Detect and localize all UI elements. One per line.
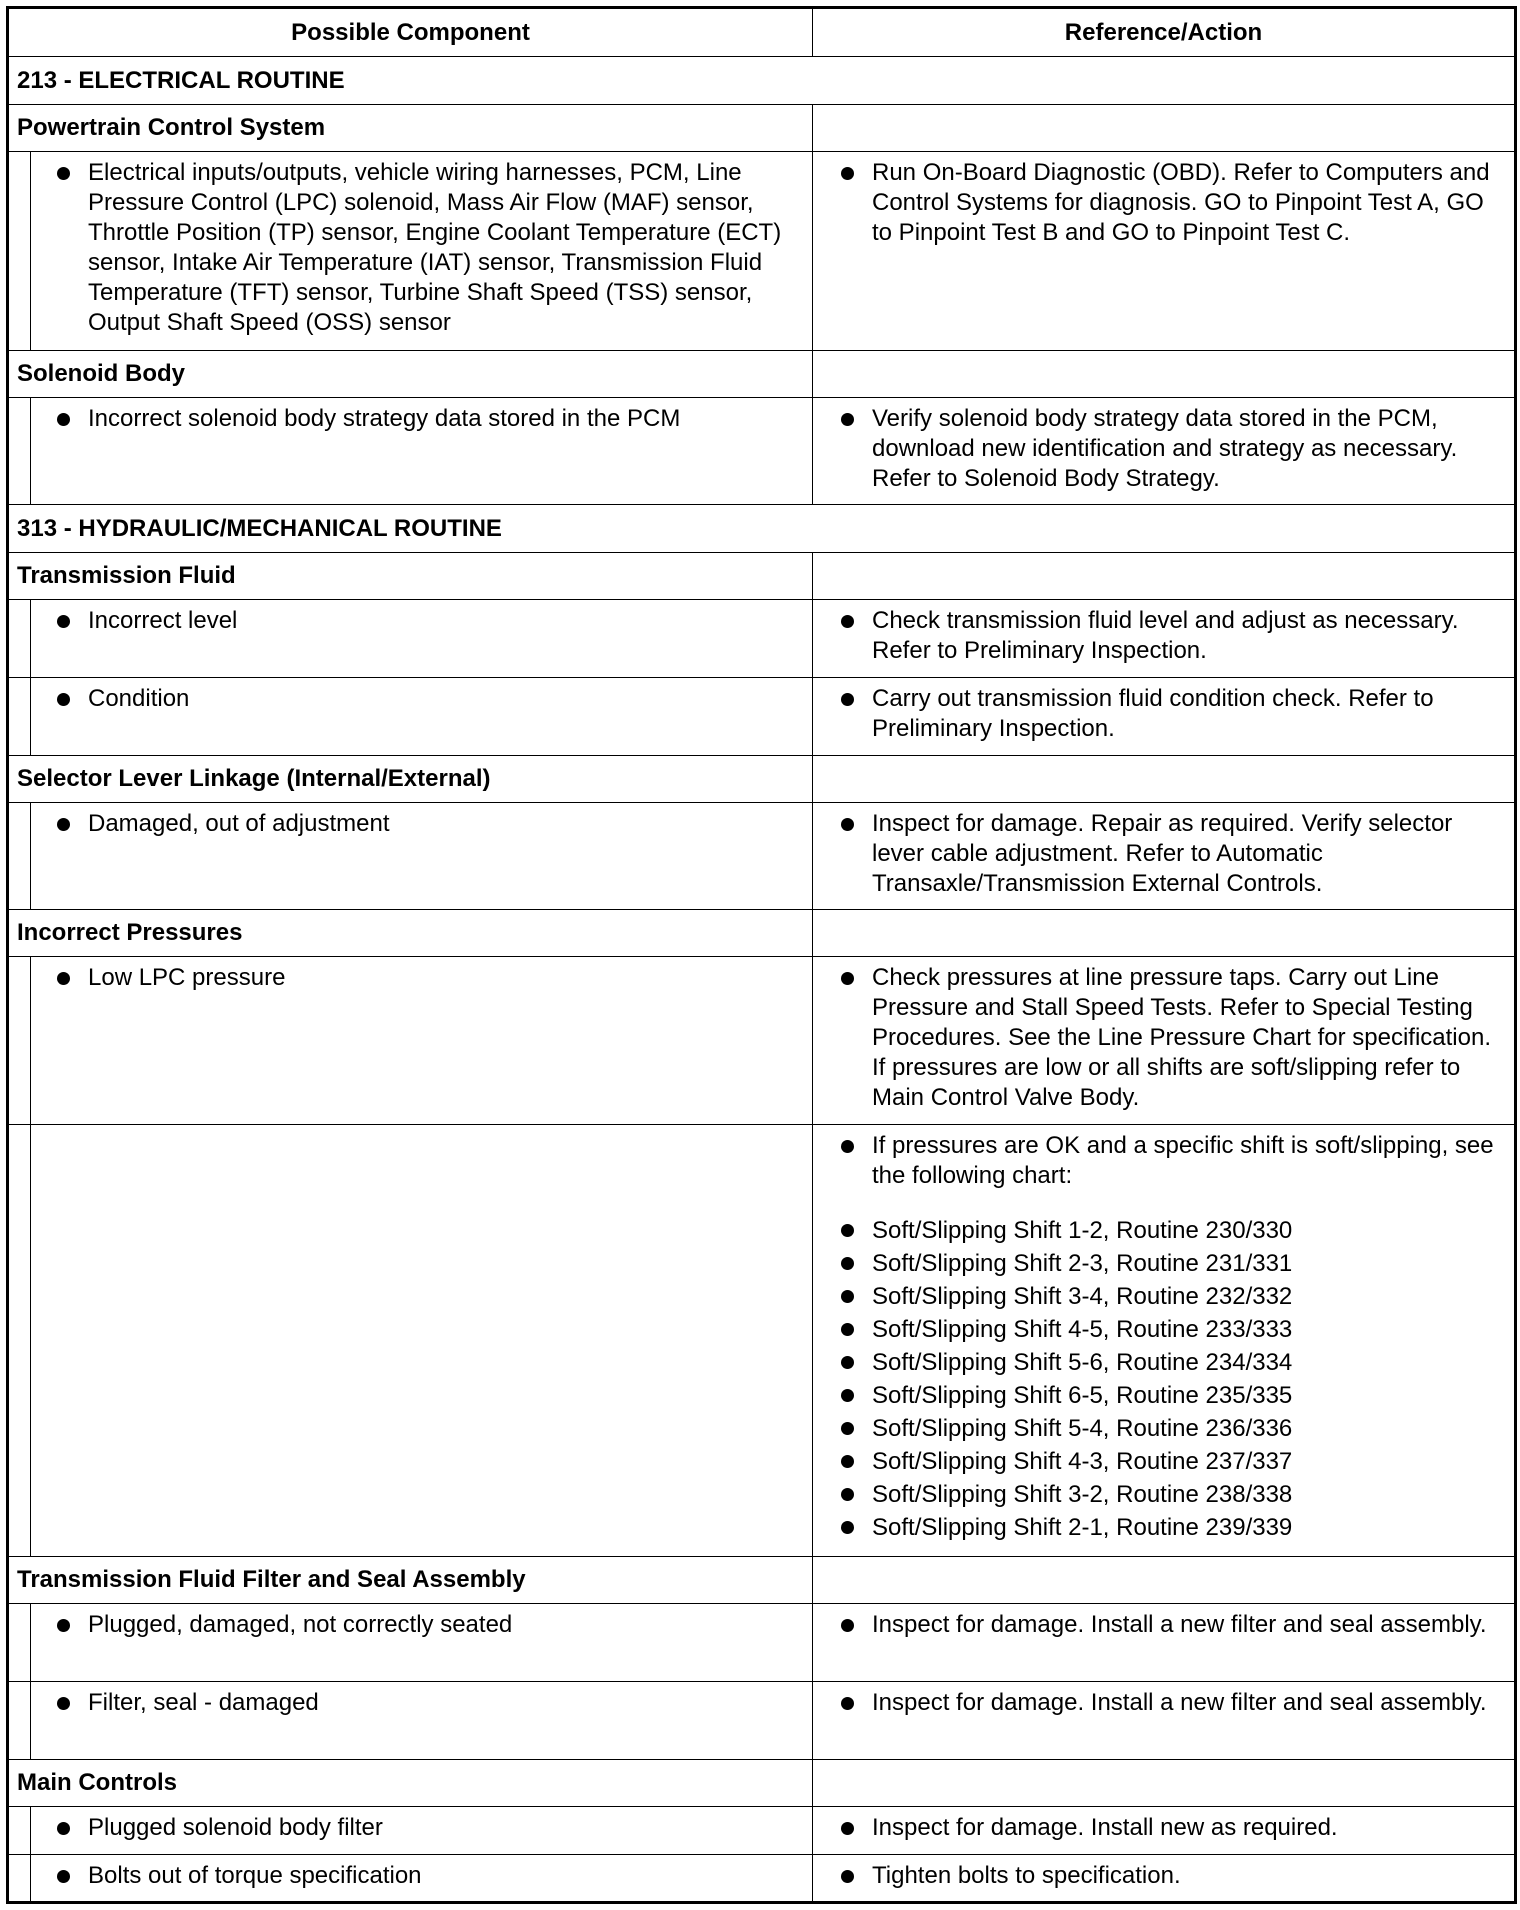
table-row: [8, 398, 1516, 505]
category-empty-cell: [813, 910, 1516, 957]
table-row: [8, 803, 1516, 910]
category-row: [8, 1557, 1516, 1604]
routine-row-213: [8, 57, 1516, 105]
bullet-icon: [841, 1389, 854, 1402]
bullet-icon: [841, 413, 854, 426]
list-item: [53, 684, 804, 714]
list-item: [837, 606, 1508, 666]
list-item: [837, 1214, 1508, 1247]
shift-text: Soft/Slipping Shift 4-3, Routine 237/337: [872, 1448, 1293, 1475]
component-text: Low LPC pressure: [88, 964, 286, 991]
diagnostic-table-page: [6, 6, 1514, 1904]
shift-text: Soft/Slipping Shift 2-3, Routine 231/331: [872, 1250, 1293, 1277]
table-row: [8, 1125, 1516, 1557]
bullet-icon: [841, 972, 854, 985]
list-item: [837, 1511, 1508, 1544]
action-text: Run On-Board Diagnostic (OBD). Refer to Computers and Control Systems for diagnosis. GO to Pinpoint Test A, GO to Pinpoint Test B and GO to Pinpoint Test C.: [872, 159, 1490, 246]
table-row: [8, 1855, 1516, 1903]
shift-text: Soft/Slipping Shift 5-4, Routine 236/336: [872, 1415, 1293, 1442]
category-empty-cell: [813, 105, 1516, 152]
component-text: Plugged solenoid body filter: [88, 1814, 383, 1841]
table-row: [8, 600, 1516, 678]
list-item: [837, 684, 1508, 744]
list-item: [837, 1412, 1508, 1445]
list-item: [837, 158, 1508, 248]
category-empty-cell: [813, 756, 1516, 803]
routine-title: 313 - HYDRAULIC/MECHANICAL ROUTINE: [8, 505, 1516, 553]
list-item: [53, 1813, 804, 1843]
list-item: [53, 1688, 804, 1718]
bullet-icon: [841, 1455, 854, 1468]
list-item: [837, 1478, 1508, 1511]
list-item: [837, 809, 1508, 899]
action-text: Inspect for damage. Repair as required. Verify selector lever cable adjustment. Refer to Automatic Transaxle/Transmission External Controls.: [872, 810, 1453, 897]
component-cell: [8, 1604, 813, 1682]
action-cell: [813, 1125, 1516, 1557]
list-item: [53, 809, 804, 839]
bullet-icon: [841, 1697, 854, 1710]
category-row: [8, 910, 1516, 957]
column-header-action: Reference/Action: [813, 8, 1516, 57]
bullet-icon: [57, 693, 70, 706]
category-empty-cell: [813, 351, 1516, 398]
category-row: [8, 1760, 1516, 1807]
component-text: Bolts out of torque specification: [88, 1862, 422, 1889]
category-row: [8, 105, 1516, 152]
bullet-icon: [841, 1224, 854, 1237]
shift-text: Soft/Slipping Shift 4-5, Routine 233/333: [872, 1316, 1293, 1343]
table-row: [8, 152, 1516, 351]
action-cell: [813, 1682, 1516, 1760]
action-text: If pressures are OK and a specific shift is soft/slipping, see the following chart:: [872, 1132, 1494, 1189]
bullet-icon: [57, 818, 70, 831]
category-title: Transmission Fluid: [8, 553, 813, 600]
component-cell: [8, 1855, 813, 1903]
table-row: [8, 1807, 1516, 1855]
component-cell: [8, 1125, 813, 1557]
list-item: [837, 1610, 1508, 1640]
category-title: Transmission Fluid Filter and Seal Assembly: [8, 1557, 813, 1604]
shift-text: Soft/Slipping Shift 1-2, Routine 230/330: [872, 1217, 1293, 1244]
component-cell: [8, 1807, 813, 1855]
bullet-icon: [57, 167, 70, 180]
bullet-icon: [841, 818, 854, 831]
bullet-icon: [841, 1521, 854, 1534]
component-cell: [8, 152, 813, 351]
action-text: Tighten bolts to specification.: [872, 1862, 1181, 1889]
component-cell: [8, 957, 813, 1125]
action-cell: [813, 957, 1516, 1125]
bullet-icon: [841, 1257, 854, 1270]
component-cell: [8, 600, 813, 678]
list-item: [837, 1280, 1508, 1313]
table-header-row: [8, 8, 1516, 57]
list-item: [837, 1247, 1508, 1280]
table-row: [8, 1604, 1516, 1682]
component-text: Condition: [88, 685, 190, 712]
component-text: Damaged, out of adjustment: [88, 810, 390, 837]
list-item: [53, 158, 804, 338]
list-item: [837, 1379, 1508, 1412]
bullet-icon: [841, 1619, 854, 1632]
bullet-icon: [57, 1822, 70, 1835]
bullet-icon: [57, 413, 70, 426]
bullet-icon: [841, 1140, 854, 1153]
category-row: [8, 756, 1516, 803]
bullet-icon: [57, 1697, 70, 1710]
shift-text: Soft/Slipping Shift 3-2, Routine 238/338: [872, 1481, 1293, 1508]
action-cell: [813, 398, 1516, 505]
category-title: Solenoid Body: [8, 351, 813, 398]
category-row: [8, 351, 1516, 398]
table-row: [8, 957, 1516, 1125]
bullet-icon: [57, 1619, 70, 1632]
list-item: [837, 404, 1508, 494]
bullet-icon: [841, 1290, 854, 1303]
action-cell: [813, 152, 1516, 351]
bullet-icon: [841, 1323, 854, 1336]
shift-routine-list: [837, 1214, 1508, 1544]
category-title: Powertrain Control System: [8, 105, 813, 152]
action-cell: [813, 600, 1516, 678]
component-cell: [8, 398, 813, 505]
bullet-icon: [841, 615, 854, 628]
action-cell: [813, 1807, 1516, 1855]
table-row: [8, 1682, 1516, 1760]
shift-text: Soft/Slipping Shift 3-4, Routine 232/332: [872, 1283, 1293, 1310]
bullet-icon: [841, 1822, 854, 1835]
list-item: [837, 1688, 1508, 1718]
routine-row-313: [8, 505, 1516, 553]
list-item: [53, 1610, 804, 1640]
diagnostic-table: [6, 6, 1517, 1904]
component-text: Incorrect level: [88, 607, 238, 634]
action-text: Verify solenoid body strategy data stored in the PCM, download new identification and strategy as necessary. Refer to Solenoid Body Strategy.: [872, 405, 1458, 492]
category-title: Incorrect Pressures: [8, 910, 813, 957]
bullet-icon: [841, 1488, 854, 1501]
component-text: Electrical inputs/outputs, vehicle wiring harnesses, PCM, Line Pressure Control (LPC) solenoid, Mass Air Flow (MAF) sensor, Throttle Position (TP) sensor, Engine Coolant Temperature (ECT) sensor, Intake Air Temperature (IAT) sensor, Transmission Fluid Temperature (TFT) sensor, Turbine Shaft Speed (TSS) sensor, Output Shaft Speed (OSS) sensor: [88, 159, 782, 336]
category-empty-cell: [813, 1760, 1516, 1807]
component-cell: [8, 803, 813, 910]
list-item: [53, 963, 804, 993]
component-text: Filter, seal - damaged: [88, 1689, 319, 1716]
list-item: [837, 1346, 1508, 1379]
category-empty-cell: [813, 1557, 1516, 1604]
bullet-icon: [841, 1870, 854, 1883]
list-item: [53, 404, 804, 434]
bullet-icon: [57, 972, 70, 985]
action-cell: [813, 1855, 1516, 1903]
bullet-icon: [57, 615, 70, 628]
bullet-icon: [841, 1422, 854, 1435]
category-title: Selector Lever Linkage (Internal/External): [8, 756, 813, 803]
action-text: Check pressures at line pressure taps. Carry out Line Pressure and Stall Speed Tests. Refer to Special Testing Procedures. See the Line Pressure Chart for specification. If pressures are low or all shifts are soft/slipping refer to Main Control Valve Body.: [872, 964, 1491, 1111]
bullet-icon: [57, 1870, 70, 1883]
action-text: Inspect for damage. Install new as required.: [872, 1814, 1338, 1841]
action-text: Inspect for damage. Install a new filter and seal assembly.: [872, 1611, 1487, 1638]
action-cell: [813, 803, 1516, 910]
bullet-icon: [841, 1356, 854, 1369]
component-cell: [8, 678, 813, 756]
column-header-component: Possible Component: [8, 8, 813, 57]
component-cell: [8, 1682, 813, 1760]
list-item: [53, 1861, 804, 1891]
shift-text: Soft/Slipping Shift 5-6, Routine 234/334: [872, 1349, 1293, 1376]
table-row: [8, 678, 1516, 756]
bullet-icon: [841, 167, 854, 180]
list-item: [53, 606, 804, 636]
action-cell: [813, 1604, 1516, 1682]
action-text: Inspect for damage. Install a new filter and seal assembly.: [872, 1689, 1487, 1716]
category-row: [8, 553, 1516, 600]
action-text: Check transmission fluid level and adjust as necessary. Refer to Preliminary Inspection.: [872, 607, 1459, 664]
shift-text: Soft/Slipping Shift 6-5, Routine 235/335: [872, 1382, 1293, 1409]
component-text: Incorrect solenoid body strategy data stored in the PCM: [88, 405, 681, 432]
component-text: Plugged, damaged, not correctly seated: [88, 1611, 513, 1638]
category-title: Main Controls: [8, 1760, 813, 1807]
list-item: [837, 1861, 1508, 1891]
list-item: [837, 1313, 1508, 1346]
list-item: [837, 963, 1508, 1113]
routine-title: 213 - ELECTRICAL ROUTINE: [8, 57, 1516, 105]
list-item: [837, 1131, 1508, 1191]
action-cell: [813, 678, 1516, 756]
list-item: [837, 1445, 1508, 1478]
list-item: [837, 1813, 1508, 1843]
action-text: Carry out transmission fluid condition check. Refer to Preliminary Inspection.: [872, 685, 1434, 742]
bullet-icon: [841, 693, 854, 706]
category-empty-cell: [813, 553, 1516, 600]
shift-text: Soft/Slipping Shift 2-1, Routine 239/339: [872, 1514, 1293, 1541]
